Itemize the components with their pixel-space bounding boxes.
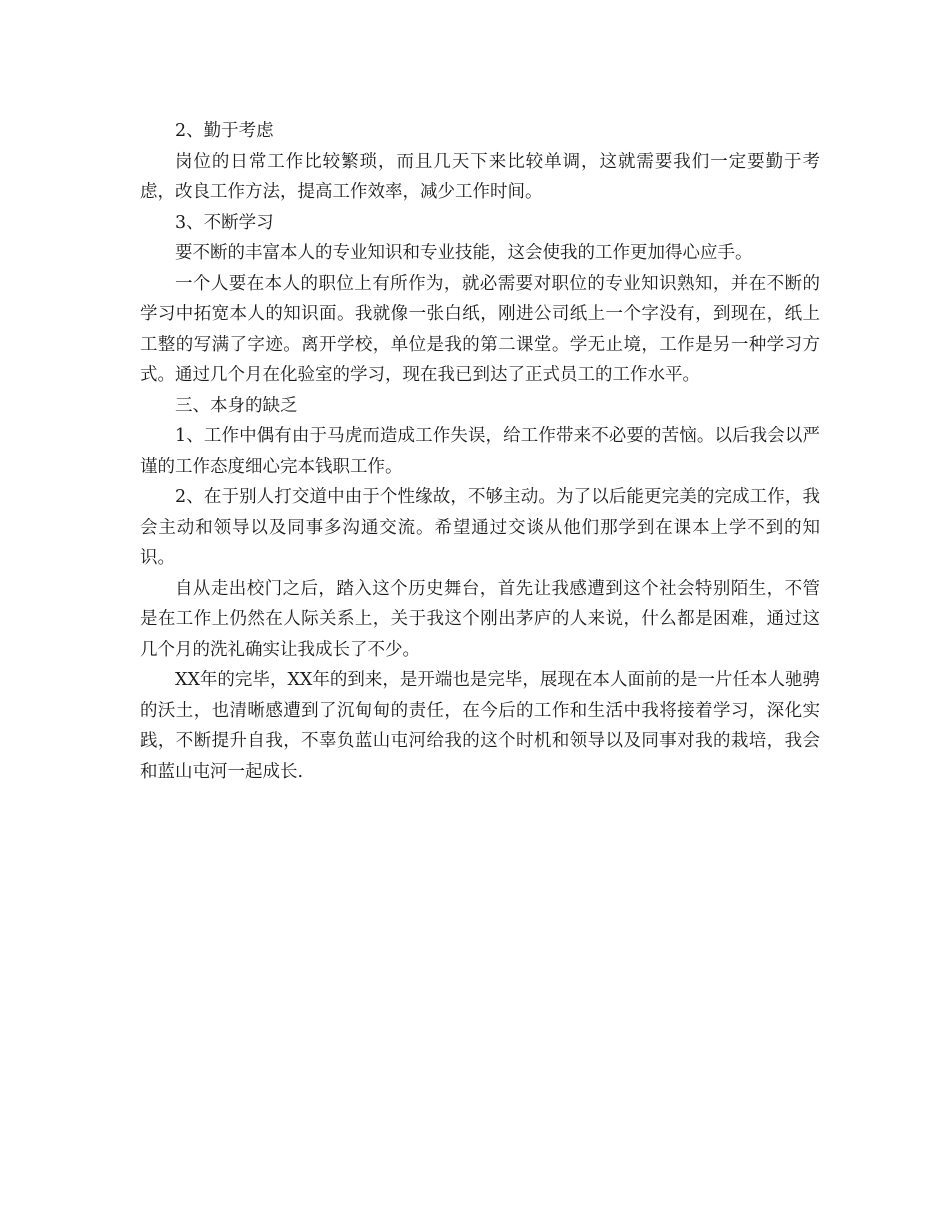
heading-shortcomings: 三、本身的缺乏 [175,395,298,416]
paragraph-enrich-knowledge: 要不断的丰富本人的专业知识和专业技能，这会使我的工作更加得心应手。 [175,243,753,263]
paragraph-reflection: 自从走出校门之后，踏入这个历史舞台，首先让我感遭到这个社会特别陌生，不管是在工作上仍然在人际关系上，关于我这个刚出茅庐的人来说，什么都是困难，通过这几个月的洗礼确实让我成长了不少。 [140,578,820,660]
heading-continuous-learning: 3、不断学习 [175,212,274,233]
paragraph-shortcoming-2: 2、在于别人打交道中由于个性缘故，不够主动。为了以后能更完美的完成工作，我会主动和领导以及同事多沟通交流。希望通过交谈从他们那学到在课本上学不到的知识。 [140,487,820,568]
paragraph-shortcoming-1: 1、工作中偶有由于马虎而造成工作失误，给工作带来不必要的苦恼。以后我会以严谨的工作态度细心完本钱职工作。 [140,426,820,477]
heading-diligent-thinking: 2、勤于考虑 [175,121,274,141]
paragraph-diligent-thinking: 岗位的日常工作比较繁琐，而且几天下来比较单调，这就需要我们一定要勤于考虑，改良工作方法，提高工作效率，减少工作时间。 [140,151,820,202]
document-body [140,116,820,787]
paragraph-professional-growth: 一个人要在本人的职位上有所作为，就必需要对职位的专业知识熟知，并在不断的学习中拓宽本人的知识面。我就像一张白纸，刚进公司纸上一个字没有，到现在，纸上工整的写满了字迹。离开学校，单位是我的第二课堂。学无止境，工作是另一种学习方式。通过几个月在化验室的学习，现在我已到达了正式员工的工作水平。 [140,273,820,385]
paragraph-conclusion: XX年的完毕，XX年的到来，是开端也是完毕，展现在本人面前的是一片任本人驰骋的沃土，也清晰感遭到了沉甸甸的责任，在今后的工作和生活中我将接着学习，深化实践，不断提升自我，不辜负蓝山屯河给我的这个时机和领导以及同事对我的栽培，我会和蓝山屯河一起成长. [140,670,820,782]
